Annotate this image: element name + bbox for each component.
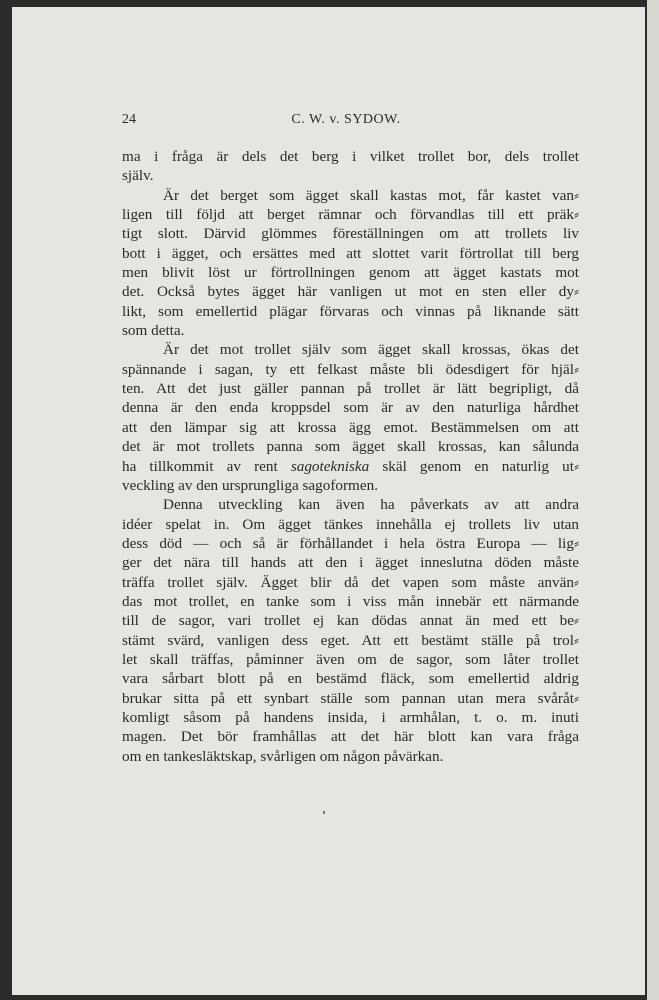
text-line: ger det nära till hands att den i ägget inneslutna döden måste <box>122 554 579 572</box>
text-line: Är det mot trollet själv som ägget skall krossas, ökas det <box>163 341 579 359</box>
paper-speck <box>323 811 325 814</box>
italic-term: sagotekniska <box>290 457 370 475</box>
text-line: likt, som emellertid plägar förvaras och vinnas på liknande sätt <box>122 302 579 320</box>
text-line: Denna utveckling kan även ha påverkats av att andra <box>163 496 579 514</box>
text-line: träffa trollet själv. Ägget blir då det vapen som måste använ⸗ <box>122 573 579 591</box>
text-line: ten. Att det just gäller pannan på trollet är lätt begripligt, då <box>122 380 579 398</box>
running-head: C. W. v. SYDOW. <box>291 112 401 127</box>
text-line: idéer spelat in. Om ägget tänkes innehålla ej trollets liv utan <box>122 515 579 533</box>
text-line: om en tankesläktskap, svårligen om någon påvärkan. <box>122 747 444 765</box>
text-line: denna är den enda kroppsdel som är av den naturliga hårdhet <box>122 399 579 417</box>
text-line: ha tillkommit av rent sagotekniska skäl genom en naturlig ut⸗ <box>122 457 579 475</box>
text-line: brukar sitta på ett synbart ställe som pannan utan mera svåråt⸗ <box>122 689 579 707</box>
text-line: som detta. <box>122 322 185 340</box>
text-line: men blivit löst ur förtrollningen genom att ägget kastats mot <box>122 264 579 282</box>
text-line: let skall träffas, påminner även om de sagor, som låter trollet <box>122 650 579 668</box>
text-line: veckling av den ursprungliga sagoformen. <box>122 476 379 494</box>
text-line: själv. <box>122 167 154 185</box>
text-line: das mot trollet, en tanke som i viss mån innebär ett närmande <box>122 592 579 610</box>
text-line: det är mot trollets panna som ägget skall krossas, kan sålunda <box>122 438 579 456</box>
text-line: komligt såsom på handens insida, i armhålan, t. o. m. inuti <box>122 708 579 726</box>
text-line: Är det berget som ägget skall kastas mot, får kastet van⸗ <box>163 186 579 204</box>
page-number: 24 <box>122 112 136 127</box>
text-line: dess död — och så är förhållandet i hela östra Europa — lig⸗ <box>122 534 579 552</box>
text-line: att den lämpar sig att krossa ägg emot. Bestämmelsen om att <box>122 418 579 436</box>
body-text <box>122 147 579 766</box>
text-line: det. Också bytes ägget här vanligen ut mot en sten eller dy⸗ <box>122 283 579 301</box>
text-line: spännande i sagan, ty ett felkast måste bli ödesdigert för hjäl⸗ <box>122 360 579 378</box>
text-line: magen. Det bör framhållas att det här blott kan vara fråga <box>122 728 579 746</box>
text-line: till de sagor, vari trollet ej kan dödas annat än med ett be⸗ <box>122 612 579 630</box>
text-line: tigt slott. Därvid glömmes föreställningen om att trollets liv <box>122 225 579 243</box>
facing-page-edge <box>647 0 659 1000</box>
page-header <box>112 110 580 130</box>
text-line: bott i ägget, och ersättes med att slottet varit förtrollat till berg <box>122 244 579 262</box>
text-line: vara sårbart blott på en bestämd fläck, som emellertid aldrig <box>122 670 579 688</box>
text-line: ligen till följd att berget rämnar och förvandlas till ett präk⸗ <box>122 206 579 224</box>
text-line: ma i fråga är dels det berg i vilket trollet bor, dels trollet <box>122 148 579 165</box>
text-line: stämt svärd, vanligen dess eget. Att ett bestämt ställe på trol⸗ <box>122 631 579 649</box>
